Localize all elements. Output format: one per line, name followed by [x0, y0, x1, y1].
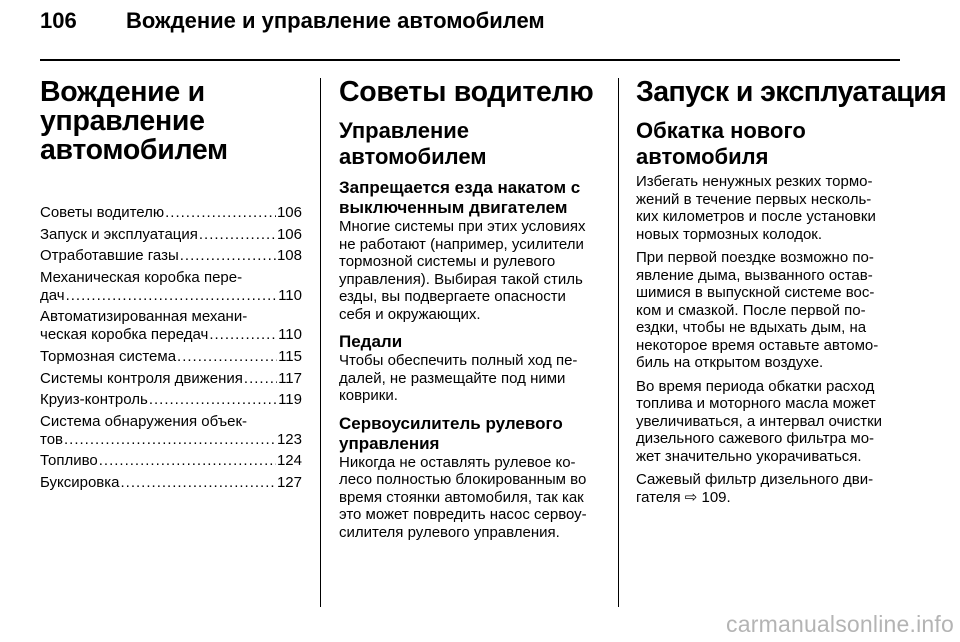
- chapter-column: [40, 78, 302, 496]
- text-line: новых тормозных колодок.: [636, 225, 823, 243]
- toc-line: [40, 269, 302, 287]
- text-line: жений в течение первых несколь-: [636, 190, 872, 208]
- toc-leader-dots: [209, 326, 277, 344]
- text-line: время стоянки автомобиля, так как: [339, 488, 584, 506]
- toc-entry[interactable]: [40, 413, 302, 449]
- starting-operating-column: [636, 76, 947, 512]
- crossref-line: [636, 489, 902, 507]
- toc-page-number: 106: [276, 225, 302, 243]
- toc-page-number: 119: [278, 391, 302, 409]
- text-line: Во время периода обкатки расход: [636, 377, 875, 395]
- text-line: Избегать ненужных резких тормо-: [636, 173, 873, 190]
- subsection-title-line: Управление: [339, 118, 470, 143]
- toc-line: [40, 413, 302, 431]
- paragraph: [636, 471, 902, 506]
- toc-leader-dots: [199, 226, 276, 244]
- subsection-title: [339, 118, 603, 170]
- toc-entry-title: тов: [40, 430, 64, 448]
- toc-entry[interactable]: [40, 226, 302, 244]
- toc-line: [40, 308, 302, 326]
- text-line: Многие системы при этих условиях: [339, 218, 586, 235]
- toc-line: [40, 370, 302, 388]
- toc-entry-title: Системы контроля движения: [40, 369, 243, 387]
- toc-entry[interactable]: [40, 269, 302, 305]
- toc-entry-title: Система обнаружения объек-: [40, 412, 248, 430]
- paragraph: [339, 454, 603, 542]
- toc-entry[interactable]: [40, 204, 302, 222]
- toc-entry-title: Тормозная система: [40, 347, 177, 365]
- paragraph: [636, 173, 902, 243]
- toc-line: [40, 348, 302, 366]
- text-line: лесо полностью блокированным во: [339, 471, 587, 488]
- text-line: дизельного сажевого фильтра мо-: [636, 430, 875, 447]
- paragraph: [339, 352, 603, 405]
- toc-line: [40, 326, 302, 344]
- toc-line: [40, 204, 302, 222]
- toc-entry-title: дач: [40, 286, 65, 304]
- column-divider: [618, 78, 619, 607]
- toc-page-number: 106: [276, 204, 302, 221]
- text-line: Чтобы обеспечить полный ход пе-: [339, 352, 578, 369]
- text-line: ком и смазкой. После первой по-: [636, 301, 866, 319]
- text-line: биль на открытом воздухе.: [636, 354, 824, 371]
- text-line: это может повредить насос сервоу-: [339, 506, 587, 523]
- heading-line: Запрещается езда накатом с: [339, 178, 581, 197]
- text-line: тормозной системы и рулевого: [339, 253, 556, 270]
- text-line: не работают (например, усилители: [339, 235, 584, 253]
- running-title: Вождение и управление автомобилем: [126, 8, 545, 33]
- toc-leader-dots: [149, 391, 277, 409]
- toc-page-number: 108: [276, 247, 302, 265]
- driving-hints-column: [339, 78, 603, 547]
- toc-entry-title: Механическая коробка пере-: [40, 268, 243, 286]
- toc-page-number: 110: [278, 326, 302, 344]
- heading-line: Педали: [339, 332, 403, 351]
- header-rule: [40, 59, 900, 61]
- text-line: При первой поездке возможно по-: [636, 249, 874, 266]
- text-line: шимися в выпускной системе вос-: [636, 284, 875, 301]
- toc-entry[interactable]: [40, 308, 302, 344]
- toc-entry-title: Советы водителю: [40, 204, 165, 221]
- text-line: некоторое время оставьте автомо-: [636, 336, 879, 354]
- toc-leader-dots: [165, 204, 276, 222]
- toc-leader-dots: [180, 247, 276, 265]
- title-line: Вождение и: [40, 76, 205, 108]
- text-line: Никогда не оставлять рулевое ко-: [339, 453, 576, 471]
- chapter-title: [40, 78, 302, 165]
- toc-entry-title: Отработавшие газы: [40, 247, 179, 265]
- toc-entry[interactable]: [40, 370, 302, 388]
- toc-entry-title: Круиз-контроль: [40, 391, 148, 409]
- toc-entry-title: Буксировка: [40, 473, 120, 491]
- toc-page-number: 123: [276, 430, 302, 448]
- toc-page-number: 124: [276, 452, 302, 470]
- text-line: топлива и моторного масла может: [636, 395, 876, 412]
- toc-page-number: 117: [278, 369, 302, 387]
- toc-leader-dots: [64, 431, 276, 449]
- subsection-title-line: автомобиля: [636, 144, 769, 169]
- paragraph: [339, 218, 603, 323]
- toc-entry-title: Автоматизированная механи-: [40, 308, 248, 326]
- toc-entry[interactable]: [40, 474, 302, 492]
- toc-entry-title: ческая коробка передач: [40, 326, 209, 344]
- toc-line: [40, 431, 302, 449]
- heading-line: выключенным двигателем: [339, 198, 568, 217]
- toc-entry[interactable]: [40, 247, 302, 265]
- toc-line: [40, 247, 302, 265]
- subsection-title-line: Обкатка нового: [636, 118, 806, 143]
- toc-entry-title: Запуск и эксплуатация: [40, 225, 198, 243]
- subsection-heading: [339, 332, 603, 352]
- toc-line: [40, 287, 302, 305]
- text-line: силителя рулевого управления.: [339, 523, 560, 541]
- toc-leader-dots: [99, 452, 276, 470]
- title-line: автомобилем: [40, 134, 228, 166]
- toc-entry[interactable]: [40, 452, 302, 470]
- heading-line: Сервоусилитель рулевого: [339, 413, 563, 433]
- toc-leader-dots: [121, 474, 276, 492]
- page-number: 106: [40, 8, 77, 33]
- text-line: явление дыма, вызванного остав-: [636, 266, 873, 284]
- subsection-heading: [339, 178, 603, 218]
- watermark: carmanualsonline.info: [726, 611, 954, 637]
- toc-leader-dots: [177, 348, 277, 366]
- crossref-arrow-icon: ⇨: [684, 488, 698, 506]
- text-line: езды, вы подвергаете опасности: [339, 288, 566, 305]
- text-line: далей, не размещайте под ними: [339, 369, 566, 387]
- toc-leader-dots: [66, 287, 277, 305]
- toc-leader-dots: [244, 370, 277, 388]
- section-title: Советы водителю: [339, 76, 594, 108]
- text-line: увеличиваться, а интервал очистки: [636, 412, 883, 430]
- subsection-heading: [339, 414, 603, 454]
- toc-page-number: 110: [278, 286, 302, 304]
- toc-page-number: 127: [276, 473, 302, 491]
- toc-entry-title: Топливо: [40, 452, 98, 470]
- subsections: [339, 178, 603, 541]
- column-divider: [320, 78, 321, 607]
- section-title: Запуск и эксплуатация: [636, 76, 947, 108]
- subsection-title: [636, 118, 902, 170]
- page-header: [40, 8, 545, 34]
- text-line: Сажевый фильтр дизельного дви-: [636, 471, 874, 488]
- table-of-contents: [40, 204, 302, 492]
- text-line: ких километров и после установки: [636, 208, 876, 225]
- title-line: управление: [40, 105, 205, 137]
- paragraphs: [636, 173, 902, 506]
- text-line: ездки, чтобы не вдыхать дым, на: [636, 319, 867, 336]
- text-line: управления). Выбирая такой стиль: [339, 270, 583, 288]
- text-line: жет значительно укорачиваться.: [636, 447, 862, 465]
- toc-page-number: 115: [278, 347, 302, 365]
- paragraph: [636, 249, 902, 372]
- text-line: коврики.: [339, 387, 398, 404]
- toc-entry[interactable]: [40, 348, 302, 366]
- heading-line: управления: [339, 433, 440, 453]
- subsection-title-line: автомобилем: [339, 144, 487, 169]
- toc-line: [40, 391, 302, 409]
- toc-line: [40, 474, 302, 492]
- text-line: гателя: [636, 488, 681, 506]
- crossref-page[interactable]: 109.: [701, 488, 731, 506]
- text-line: себя и окружающих.: [339, 305, 481, 323]
- toc-line: [40, 226, 302, 244]
- paragraph: [636, 378, 902, 466]
- toc-entry[interactable]: [40, 391, 302, 409]
- toc-line: [40, 452, 302, 470]
